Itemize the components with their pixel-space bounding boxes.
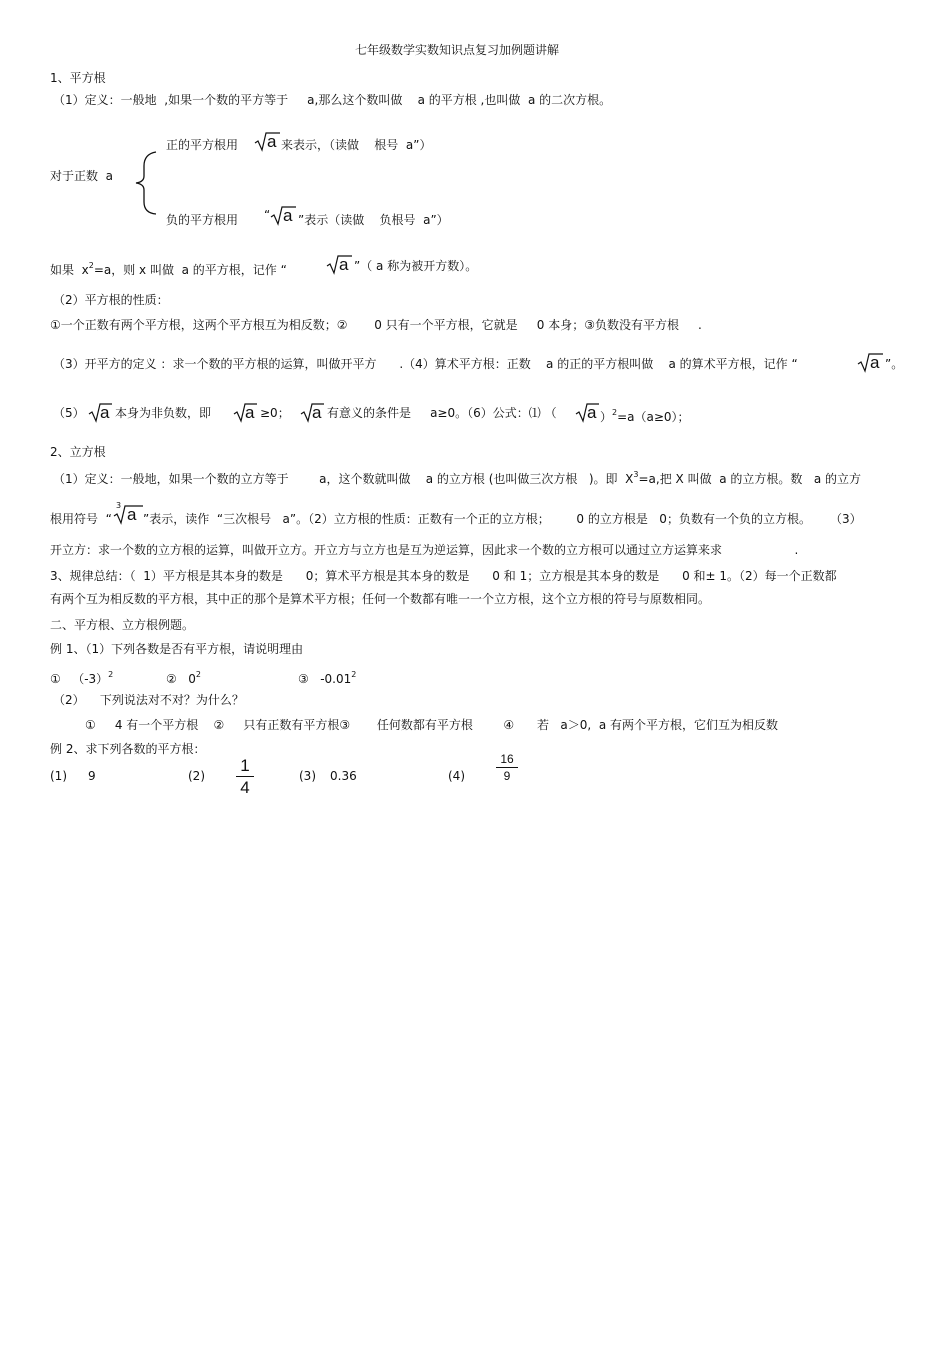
- example-1-item-1: ① $(-3)^2$: [50, 670, 114, 686]
- property-text: ①一个正数有两个平方根，这两个平方根互为相反数；② 0 只有一个平方根，它就是 0 本身；③负数没有平方根 .: [50, 318, 702, 332]
- radicand: a: [870, 353, 880, 372]
- example-1-options: ① 4 有一个平方根 ② 只有正数有平方根③ 任何数都有平方根 ④ 若 a＞0, a 有两个平方根，它们互为相反数: [85, 718, 779, 732]
- denominator: 9: [503, 769, 511, 783]
- radicand-note: ”（ a 称为被开方数）。: [354, 259, 478, 273]
- negative-root-text: 负的平方根用: [166, 213, 239, 227]
- extract-root-definition: （3）开平方的定义 ：求一个数的平方根的运算，叫做开平方 .（4）算术平方根：正数 a 的正的平方根叫做 a 的算术平方根，记作 “: [53, 357, 798, 371]
- example-1-question: （2） 下列说法对不对？为什么？: [53, 693, 244, 707]
- section-heading-square-root: 1、平方根: [50, 71, 106, 85]
- cube-root-symbol-text: 根用符号 “: [50, 512, 112, 526]
- extract-cube-root: 开立方：求一个数的立方根的运算，叫做开立方。开立方与立方也是互为逆运算，因此求一个数的立方根可以通过立方运算来求 .: [50, 543, 799, 557]
- example-2-value-1: 9: [88, 769, 96, 783]
- sqrt-a-symbol: [300, 401, 324, 423]
- sqrt-a-symbol: [575, 401, 599, 423]
- example-2-label-3: (3): [299, 769, 316, 783]
- open-quote: “: [264, 208, 271, 222]
- page-title: 七年级数学实数知识点复习加例题讲解: [355, 43, 560, 57]
- radicand: a: [283, 206, 293, 225]
- example-1-item-2: ② $0^2$: [166, 670, 201, 686]
- radicand: a: [312, 403, 322, 422]
- examples-heading: 二、平方根、立方根例题。: [50, 618, 195, 632]
- definition-square-root: （1）定义：一般地 ,如果一个数的平方等于 a,那么这个数叫做 a 的平方根 ,也叫做 a 的二次方根。: [53, 93, 612, 107]
- summary-line-2: 有两个互为相反数的平方根，其中正的那个是算术平方根；任何一个数都有唯一一个立方根，这个立方根的符号与原数相同。: [50, 592, 711, 606]
- fraction-bar: [236, 776, 254, 777]
- close-quote: ”。: [885, 357, 904, 371]
- summary-line-1: 3、规律总结：（ 1）平方根是其本身的数是 0；算术平方根是其本身的数是 0 和 1；立方根是其本身的数是 0 和± 1。（2）每一个正数都: [50, 569, 837, 583]
- if-clause: 如果 $x^2=a$，则 x 叫做 a 的平方根，记作 “: [50, 261, 287, 277]
- curly-brace-icon: [130, 150, 160, 216]
- positive-root-text: 正的平方根用: [166, 138, 239, 152]
- sqrt-a-symbol: [857, 351, 883, 373]
- numerator: 1: [240, 756, 250, 775]
- brace-label: 对于正数 a: [50, 169, 113, 183]
- radicand: a: [587, 403, 597, 422]
- numerator: 16: [500, 752, 514, 766]
- section-heading-cube-root: 2、立方根: [50, 445, 106, 459]
- definition-cube-root: （1）定义：一般地，如果一个数的立方等于 a，这个数就叫做 a 的立方根 (也叫做三次方根 )。即 $X^3=a$,把 X 叫做 a 的立方根。数 a 的立方: [53, 470, 861, 486]
- positive-root-read: 来表示，（读做 根号 a”）: [281, 138, 432, 152]
- example-1-title: 例 1、（1）下列各数是否有平方根，请说明理由: [50, 642, 304, 656]
- radicand: a: [127, 505, 137, 524]
- cube-index: 3: [116, 501, 122, 510]
- example-1-item-3: ③ -0.01$^2$: [298, 670, 357, 686]
- example-2-label-4: (4): [448, 769, 465, 783]
- negative-root-read: ”表示（读做 负根号 a”）: [298, 213, 449, 227]
- sqrt-a-symbol: [233, 401, 257, 423]
- denominator: 4: [240, 778, 250, 797]
- fraction-bar: [496, 767, 518, 768]
- radicand: a: [267, 132, 277, 151]
- formula-tail: ）$^2$=a（a≥0）；: [600, 408, 690, 424]
- example-2-label-1: (1): [50, 769, 67, 783]
- property-5-label: （5）: [53, 406, 85, 420]
- property-title: （2）平方根的性质：: [53, 293, 169, 307]
- sqrt-a-symbol: [88, 401, 112, 423]
- fraction-one-quarter: [236, 756, 254, 797]
- example-2-title: 例 2、求下列各数的平方根：: [50, 742, 206, 756]
- sqrt-a-symbol: [270, 204, 296, 226]
- meaningful-condition: 有意义的条件是 a≥0。（6）公式：⑴ （: [327, 406, 557, 420]
- cube-root-properties: ”表示，读作 “三次根号 a”。（2）立方根的性质：正数有一个正的立方根； 0 的立方根是 0；负数有一个负的立方根。 （3）: [143, 512, 862, 526]
- geq-zero: ≥0；: [260, 406, 290, 420]
- radicand: a: [245, 403, 255, 422]
- nonnegative-text: 本身为非负数，即: [115, 406, 212, 420]
- fraction-sixteen-ninths: [496, 752, 518, 783]
- radicand: a: [100, 403, 110, 422]
- radicand: a: [339, 255, 349, 274]
- example-2-value-3: 0.36: [330, 769, 357, 783]
- sqrt-a-symbol: [254, 130, 280, 152]
- cube-root-a-symbol: [113, 502, 143, 524]
- example-2-label-2: (2): [188, 769, 205, 783]
- sqrt-a-symbol: [326, 253, 352, 275]
